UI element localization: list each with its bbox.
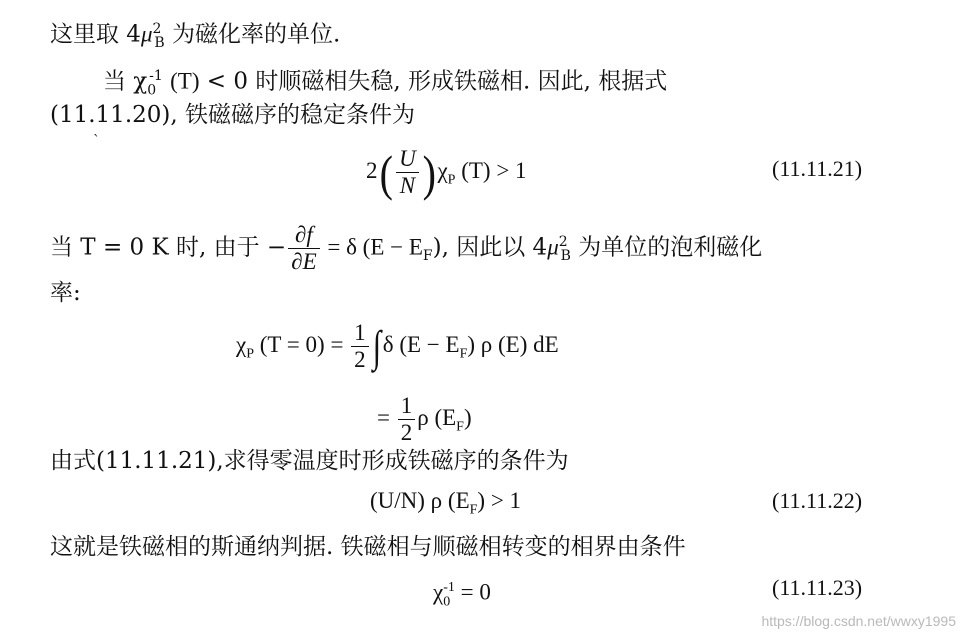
superscript: 2: [558, 233, 568, 250]
paren-open: (: [379, 144, 393, 201]
integral-sign: ∫: [372, 321, 381, 371]
numerator: 1: [398, 393, 416, 420]
numerator: ∂f: [295, 222, 313, 247]
text-line-instability: [103, 61, 667, 105]
numerator: 1: [351, 320, 369, 347]
text-segment: 为单位的泡利磁化: [570, 234, 763, 261]
watermark: https://blog.csdn.net/wwxy1995: [761, 613, 956, 629]
denominator: 2: [400, 420, 413, 445]
delta-expression: = δ (E − E: [321, 234, 423, 260]
equation-11-11-23: [433, 573, 491, 617]
text-line-stoner: [50, 532, 686, 562]
mu-symbol: μ: [547, 234, 559, 260]
text-segment: 当 T = 0 K 时, 由于 −: [50, 234, 287, 261]
stray-mark: `: [93, 133, 100, 149]
equation-rhs: (T) > 1: [461, 157, 527, 183]
text-segment: 这就是铁磁相的斯通纳判据. 铁磁相与顺磁相转变的相界由条件: [50, 534, 686, 560]
text-line-unit: [50, 14, 340, 58]
subscript: B: [560, 248, 571, 265]
equation-number: (11.11.21): [772, 156, 863, 181]
text-segment: < 0 时顺磁相失稳, 形成铁磁相. 因此, 根据式: [199, 68, 668, 95]
denominator: N: [399, 173, 416, 198]
equation-rhs: ) > 1: [477, 488, 522, 513]
text-line-zero-temp: [50, 446, 569, 476]
equation-chi-p-zero-result: [377, 393, 472, 446]
coefficient: 2: [366, 157, 378, 183]
function-argument: (T): [170, 68, 200, 94]
chi-symbol: χ: [437, 157, 448, 183]
density-expression: ρ (E: [417, 404, 457, 430]
text-segment: 由式(11.11.21),求得零温度时形成铁磁序的条件为: [50, 448, 569, 474]
chi-symbol: χ: [433, 579, 444, 605]
subscript: F: [456, 419, 464, 435]
numerator: U: [399, 146, 416, 171]
equation-number: (11.11.22): [772, 488, 863, 513]
fraction-one-half: [398, 393, 416, 446]
paren-close: ): [463, 404, 472, 430]
integrand: ) ρ (E) dE: [467, 331, 559, 357]
subscript: P: [447, 172, 456, 188]
subscript: F: [422, 248, 433, 265]
text-segment: ), 因此以 4: [432, 234, 548, 261]
equation-11-11-21: [366, 146, 527, 199]
subscript: F: [469, 502, 478, 518]
chi-symbol: χ: [236, 331, 247, 357]
equals-sign: =: [377, 404, 390, 430]
text-segment: 率:: [50, 280, 81, 306]
superscript: -1: [443, 580, 455, 595]
subscript: 0: [443, 594, 451, 610]
text-line-pauli: [50, 222, 762, 275]
equation-chi-p-zero: [236, 320, 559, 373]
equation-lhs: (T = 0) =: [259, 331, 344, 357]
text-segment: (11.11.20), 铁磁磁序的稳定条件为: [50, 102, 415, 128]
stoner-expression: (U/N) ρ (E: [370, 488, 470, 513]
equation-11-11-22: [370, 486, 521, 526]
equation-rhs: = 0: [454, 579, 491, 605]
fraction-u-over-n: [396, 146, 419, 199]
text-segment: 这里取 4: [50, 21, 141, 48]
subscript: F: [459, 346, 468, 362]
fraction-one-half: [351, 320, 369, 373]
subscript: 0: [147, 82, 157, 99]
mu-symbol: μ: [140, 21, 153, 47]
superscript: -1: [149, 68, 163, 84]
integrand: δ (E − E: [382, 331, 460, 357]
text-line-condition: [50, 100, 415, 130]
text-segment: 当 χ: [103, 68, 148, 95]
fraction-df-de: [288, 222, 319, 275]
subscript: P: [246, 346, 255, 362]
superscript: 2: [152, 21, 162, 37]
text-segment: 为磁化率的单位.: [164, 21, 341, 48]
equation-number: (11.11.23): [772, 575, 863, 600]
text-line-rate: [50, 278, 81, 308]
paren-close: ): [422, 144, 436, 201]
denominator: 2: [354, 347, 366, 372]
subscript: B: [154, 35, 165, 52]
denominator: ∂E: [291, 249, 317, 274]
